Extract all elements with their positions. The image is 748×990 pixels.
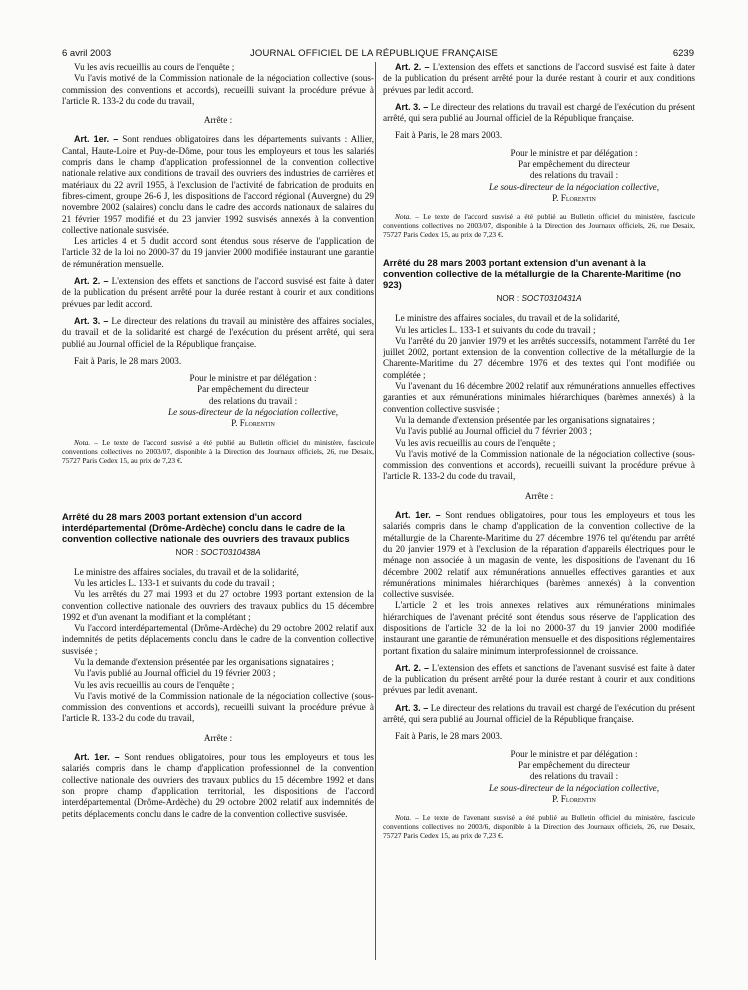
article-label: Art. 3. – <box>395 101 429 112</box>
nota-label: Nota. – <box>395 212 419 222</box>
article-label: Art. 1er. – <box>395 510 441 521</box>
article-label: Art. 3. – <box>395 702 429 713</box>
nor-reference: NOR : SOCT0310438A <box>175 547 261 557</box>
nota-text: Le texte de l'accord susvisé a été publié au Bulletin officiel du ministère, fascicule conventions collectives no 2003/07, disponible à la Direction des Journaux officiels, 26, rue Desaix, 75727 Paris Cedex 15, au prix de 7,23 €. <box>383 212 695 240</box>
article-label: Art. 1er. – <box>74 752 120 763</box>
visa-paragraph: Vu l'accord interdépartemental (Drôme-Ardèche) du 29 octobre 2002 relatif aux indemnités de petits déplacements conclu dans le cadre de la convention collective susvisée ; <box>62 623 374 656</box>
signature-title: Le sous-directeur de la négociation collective, <box>488 782 660 793</box>
article-text: Le directeur des relations du travail est chargé de l'exécution du présent arrêté, qui sera publié au Journal officiel de la République française. <box>383 101 695 124</box>
arrete-heading: Arrête : <box>203 115 233 126</box>
article-text: Sont rendues obligatoires, pour tous les employeurs et tous les salariés compris dans le champ d'application de la convention collective de la métallurgie de la Charente-Maritime du 27 décembre 1976 tel qu'étendu par arrêté du 20 janvier 1979 et à l'exclusion de la réparation d'appareils électriques pour le ménage non associée à un magasin de vente, les dispositions de l'avenant du 16 décembre 2002 relatif aux rémunérations annuelles effectives garanties et aux rémunérations minimales hiérarchiques (barèmes annexés) à la convention collective susvisée. <box>383 510 695 600</box>
visa-paragraph: Le ministre des affaires sociales, du travail et de la solidarité, <box>395 313 620 324</box>
article-label: Art. 1er. – <box>74 134 119 145</box>
signature-line: Pour le ministre et par délégation : <box>510 147 638 158</box>
visa-paragraph: Vu l'avis publié au Journal officiel du 7 février 2003 ; <box>395 426 592 437</box>
decree-title: Arrêté du 28 mars 2003 portant extension d'un accord interdépartemental (Drôme-Ardèche) conclu dans le cadre de la convention collective nationale des ouvriers des travaux publics <box>62 510 350 544</box>
visa-paragraph: Vu les avis recueillis au cours de l'enquête ; <box>74 679 235 690</box>
visa-paragraph: Vu les arrêtés du 27 mai 1993 et du 27 octobre 1993 portant extension de la convention collective nationale des ouvriers des travaux publics du 15 décembre 1992 et d'un avenant la modifiant et la complétant ; <box>62 589 374 622</box>
visa-paragraph: Vu la demande d'extension présentée par les organisations signataires ; <box>395 414 655 425</box>
signature-line: des relations du travail : <box>529 771 619 782</box>
left-column <box>62 62 374 982</box>
article-text: L'extension des effets et sanctions de l'avenant susvisé est faite à dater de la publication du présent arrêté pour la durée restant à courir et aux conditions prévues par ledit avenant. <box>383 662 695 696</box>
article-label: Art. 2. – <box>74 276 109 287</box>
right-column <box>383 62 695 982</box>
signature-line: des relations du travail : <box>529 170 619 181</box>
visa-paragraph: Vu l'avis motivé de la Commission nationale de la négociation collective (sous-commission des conventions et accords), recueilli suivant la procédure prévue à l'article R. 133-2 du code du travail, <box>62 690 374 724</box>
article-text: Sont rendues obligatoires dans les départements suivants : Allier, Cantal, Haute-Loire et Puy-de-Dôme, pour tous les employeurs et tous les salariés compris dans le champ d'application professionnel de la convention collective nationale relative aux conditions de travail des ouvriers des industries de carrières et matériaux du 22 avril 1955, à l'exclusion de l'activité de fabrication de produits en fibres-ciment, groupe 26-6 J, les dispositions de l'accord régional (Auvergne) du 29 novembre 2002 (salaires) conclu dans le cadre des accords nationaux de salaires du 21 février 1957 modifié et du 23 janvier 1992 susvisés annexés à la convention collective nationale susvisée. <box>62 134 374 235</box>
visa-paragraph: Vu l'avis motivé de la Commission nationale de la négociation collective (sous-commission des conventions et accords), recueilli suivant la procédure prévue à l'article R. 133-2 du code du travail, <box>383 448 695 482</box>
signature-line: Pour le ministre et par délégation : <box>510 748 638 759</box>
nor-code: SOCT0310431A <box>521 294 582 304</box>
signature-title: Le sous-directeur de la négociation collective, <box>167 407 339 418</box>
nota-label: Nota. – <box>74 437 98 447</box>
signature-name: P. Florentin <box>552 192 596 203</box>
article-label: Art. 2. – <box>395 662 429 673</box>
nota-label: Nota. – <box>395 813 419 823</box>
article-text: L'extension des effets et sanctions de l'accord susvisé est faite à dater de la publication du présent arrêté pour la durée restant à courir et aux conditions prévues par ledit accord. <box>62 276 374 309</box>
article-text: Les articles 4 et 5 dudit accord sont étendus sous réserve de l'application de l'article 32 de la loi no 2000-37 du 19 janvier 2000 modifiée instaurant une garantie de rémunération mensuelle. <box>62 236 374 269</box>
signature-name: P. Florentin <box>231 418 275 429</box>
visa-paragraph: Vu la demande d'extension présentée par les organisations signataires ; <box>74 656 334 667</box>
nota-text: Le texte de l'accord susvisé a été publié au Bulletin officiel du ministère, fascicule conventions collectives no 2003/07, disponible à la Direction des Journaux officiels, 26, rue Desaix, 75727 Paris Cedex 15, au prix de 7,23 €. <box>62 437 374 465</box>
nor-reference: NOR : SOCT0310431A <box>496 294 582 304</box>
signature-line: Pour le ministre et par délégation : <box>189 373 317 384</box>
nota-text: Le texte de l'avenant susvisé a été publié au Bulletin officiel du ministère, fascicule conventions collectives no 2003/6, disponible à la Direction des Journaux officiels, 26, rue Desaix, 75727 Paris Cedex 15, au prix de 7,23 €. <box>383 813 695 841</box>
fait-line: Fait à Paris, le 28 mars 2003. <box>74 355 182 366</box>
article-label: Art. 2. – <box>395 62 430 72</box>
visa-paragraph: Vu les articles L. 133-1 et suivants du code du travail ; <box>395 324 596 335</box>
nor-code: SOCT0310438A <box>200 547 261 557</box>
visa-paragraph: Vu les articles L. 133-1 et suivants du code du travail ; <box>74 577 275 588</box>
header-date: 6 avril 2003 <box>62 48 112 59</box>
visa-paragraph: Le ministre des affaires sociales, du travail et de la solidarité, <box>74 566 299 577</box>
signature-title: Le sous-directeur de la négociation collective, <box>488 181 660 192</box>
signature-name: P. Florentin <box>552 793 596 804</box>
arrete-heading: Arrête : <box>203 732 233 743</box>
signature-line: des relations du travail : <box>208 395 298 406</box>
header-title: JOURNAL OFFICIEL DE LA RÉPUBLIQUE FRANÇAISE <box>249 48 499 59</box>
header-page-number: 6239 <box>672 48 694 59</box>
visa-paragraph: Vu les avis recueillis au cours de l'enquête ; <box>395 437 556 448</box>
article-label: Art. 3. – <box>74 315 109 326</box>
signature-line: Par empêchement du directeur <box>197 384 309 395</box>
visa-paragraph: Vu l'avis publié au Journal officiel du 19 février 2003 ; <box>74 668 276 679</box>
article-text: L'article 2 et les trois annexes relatives aux rémunérations minimales hiérarchiques de l'avenant précité sont étendus sous réserve de l'application des dispositions de l'article 32 de la loi no 2000-37 du 19 janvier 2000 modifiée instaurant une garantie de rémunération mensuelle et des dispositions réglementaires portant fixation du salaire minimum interprofessionnel de croissance. <box>383 600 695 656</box>
article-text: L'extension des effets et sanctions de l'accord susvisé est faite à dater de la publication du présent arrêté pour la durée restant à courir et aux conditions prévues par ledit accord. <box>383 62 695 95</box>
article-text: Sont rendues obligatoires, pour tous les employeurs et tous les salariés compris dans le champ d'application professionnel de la convention collective nationale des ouvriers des travaux publics du 15 décembre 1992 et dans son propre champ d'application territorial, les dispositions de l'accord interdépartemental (Drôme-Ardèche) du 29 octobre 2002 relatif aux indemnités de petits déplacements conclu dans le cadre de la convention collective susvisée. <box>62 752 374 819</box>
decree-title: Arrêté du 28 mars 2003 portant extension d'un avenant à la convention collective de la métallurgie de la Charente-Maritime (no 923) <box>383 257 681 291</box>
article-text: Le directeur des relations du travail au ministère des affaires sociales, du travail et de la solidarité est chargé de l'exécution du présent arrêté, qui sera publié au Journal officiel de la République française. <box>62 315 374 349</box>
visa-paragraph: Vu l'avis motivé de la Commission nationale de la négociation collective (sous-commission des conventions et accords), recueilli suivant la procédure prévue à l'article R. 133-2 du code du travail, <box>62 73 374 106</box>
article-text: Le directeur des relations du travail est chargé de l'exécution du présent arrêté, qui sera publié au Journal officiel de la République française. <box>383 702 695 725</box>
arrete-heading: Arrête : <box>524 490 554 501</box>
fait-line: Fait à Paris, le 28 mars 2003. <box>395 130 503 141</box>
signature-line: Par empêchement du directeur <box>518 159 630 170</box>
visa-paragraph: Vu les avis recueillis au cours de l'enquête ; <box>74 62 235 72</box>
visa-paragraph: Vu l'avenant du 16 décembre 2002 relatif aux rémunérations annuelles effectives garanties et aux rémunérations minimales hiérarchiques (barèmes annexés) à la convention collective susvisée ; <box>383 381 695 414</box>
column-divider <box>375 62 376 960</box>
fait-line: Fait à Paris, le 28 mars 2003. <box>395 731 503 742</box>
signature-line: Par empêchement du directeur <box>518 759 630 770</box>
visa-paragraph: Vu l'arrêté du 20 janvier 1979 et les arrêtés successifs, notamment l'arrêté du 1er juillet 2002, portant extension de la convention collective de la métallurgie de la Charente-Maritime du 27 décembre 1976 et des textes qui l'ont modifiée ou complétée ; <box>383 335 695 380</box>
